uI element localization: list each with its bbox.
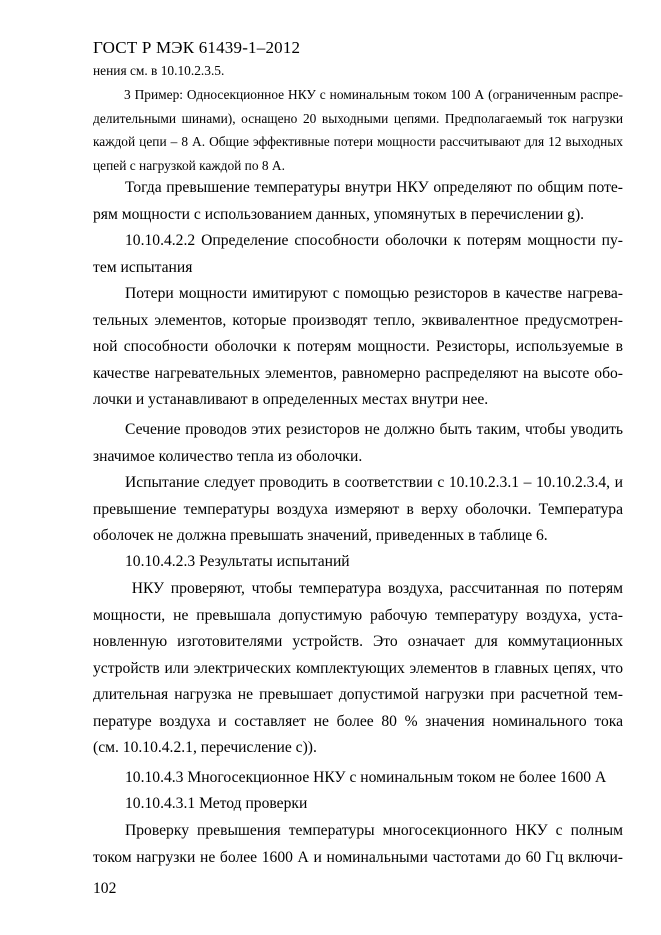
paragraph-wire-section <box>93 417 623 470</box>
section-heading-10-10-4-2-3 <box>93 549 623 576</box>
paragraph-line: новленную изготовителями устройств. Это означает для коммутационных <box>93 633 623 650</box>
section-heading-10-10-4-3-1 <box>93 791 623 818</box>
continuation-line: нения см. в 10.10.2.3.5. <box>93 63 225 78</box>
paragraph-line: Сечение проводов этих резисторов не должно быть таким, чтобы уводить <box>125 421 623 438</box>
paragraph-line: лочки и устанавливают в определенных местах внутри нее. <box>93 391 489 408</box>
paragraph-line: Потери мощности имитируют с помощью резисторов в качестве нагрева- <box>125 285 623 302</box>
heading-line: 10.10.4.2.2 Определение способности оболочки к потерям мощности пу- <box>125 232 623 249</box>
paragraph-line: ной способности оболочки к потерям мощности. Резисторы, используемые в <box>93 338 623 355</box>
paragraph-testing <box>93 470 623 550</box>
section-heading-10-10-4-2-2 <box>93 228 623 281</box>
paragraph-line: значимое количество тепла из оболочки. <box>93 447 363 465</box>
paragraph-verification-method <box>93 818 623 871</box>
paragraph-line: длительная нагрузка не превышает допустимой нагрузки при расчетной тем- <box>93 686 623 703</box>
paragraph-line: превышение температуры воздуха измеряют в верху оболочки. Температура <box>93 500 623 518</box>
heading-line: 10.10.4.2.3 Результаты испытаний <box>125 553 350 570</box>
paragraph-test-results <box>93 576 623 762</box>
page-number: 102 <box>93 880 117 897</box>
paragraph-line: Тогда превышение температуры внутри НКУ определяют по общим поте- <box>125 179 623 196</box>
paragraph-line: рям мощности с использованием данных, упомянутых в перечислении g). <box>93 205 585 223</box>
heading-line: 10.10.4.3.1 Метод проверки <box>125 795 308 812</box>
paragraph-line: пературе воздуха и составляет не более 80 % значения номинального тока <box>93 712 623 730</box>
example-line: каждой цепи – 8 А. Общие эффективные потери мощности рассчитывают для 12 выходных <box>93 134 623 149</box>
paragraph-line: тельных элементов, которые производят тепло, эквивалентное предусмотрен- <box>93 311 623 329</box>
paragraph-line: устройств или электрических комплектующих элементов в главных цепях, что <box>93 659 623 677</box>
continuation-text <box>93 59 623 83</box>
paragraph-line: Испытание следует проводить в соответствии с 10.10.2.3.1 – 10.10.2.3.4, и <box>125 474 623 491</box>
example-line: цепей с нагрузкой каждой по 8 А. <box>93 157 285 173</box>
document-header: ГОСТ Р МЭК 61439-1–2012 <box>93 38 301 57</box>
paragraph-power-loss-simulation <box>93 281 623 414</box>
paragraph-line: оболочек не должна превышать значений, приведенных в таблице 6. <box>93 527 548 544</box>
example-3-note <box>93 83 623 177</box>
paragraph-temperature-rise <box>93 175 623 228</box>
paragraph-line: током нагрузки не более 1600 А и номинальными частотами до 60 Гц включи- <box>93 848 623 866</box>
heading-line: тем испытания <box>93 258 193 276</box>
paragraph-line: НКУ проверяют, чтобы температура воздуха, рассчитанная по потерям <box>125 580 623 597</box>
paragraph-line: качестве нагревательных элементов, равномерно распределяют на высоте обо- <box>93 364 623 382</box>
paragraph-line: (см. 10.10.4.2.1, перечисление с)). <box>93 739 317 756</box>
heading-line: 10.10.4.3 Многосекционное НКУ с номинальным током не более 1600 А <box>125 769 607 786</box>
example-line: 3 Пример: Односекционное НКУ с номинальным током 100 А (ограниченным распре- <box>124 87 623 102</box>
paragraph-line: мощности, не превышала допустимую рабочую температуру воздуха, уста- <box>93 606 623 624</box>
example-line: делительными шинами), оснащено 20 выходными цепями. Предполагаемый ток нагрузки <box>93 110 623 126</box>
section-heading-10-10-4-3 <box>93 765 623 792</box>
paragraph-line: Проверку превышения температуры многосекционного НКУ с полным <box>125 822 623 839</box>
